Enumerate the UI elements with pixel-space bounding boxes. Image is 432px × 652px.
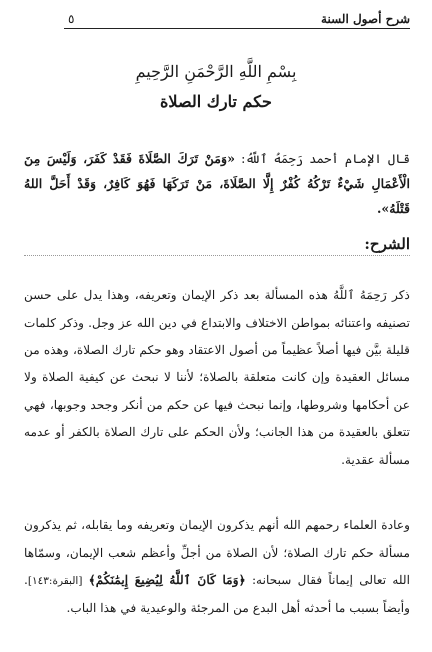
- quote-text: «وَمَنْ تَرَكَ الصَّلَاةَ فَقَدْ كَفَرَ، وَلَيْسَ مِنَ الْأَعْمَالِ شَيْءٌ تَرْكُهُ كُفْرٌ إِلَّا الصَّلَاةَ، مَنْ تَرَكَهَا فَهُوَ كَافِرٌ، وَقَدْ أَحَلَّ اللهُ قَتْلَهُ».: [24, 151, 410, 216]
- chapter-title: حكم تارك الصلاة: [160, 92, 272, 111]
- paragraph-2-ending: . وأيضاً بسبب ما أحدثه أهل البدع من المرجئة والوعيدية في هذا الباب.: [24, 573, 410, 616]
- commentary-paragraph-2: [24, 512, 410, 623]
- page-number: ٥: [68, 12, 75, 26]
- sharh-heading: الشرح:: [24, 235, 410, 256]
- commentary-paragraph-1: ذكر رَحِمَهُ ٱللَّهُ هذه المسألة بعد ذكر الإيمان وتعريفه، وهذا يدل على حسن تصنيفه واعتنائه بمواطن الاختلاف والابتداع في دين الله عز وجل. وذكر كلمات قليلة بيَّن فيها أصلاً عظيماً من أصول الاعتقاد وهو حكم تارك الصلاة، وهذه من مسائل العقيدة وإن كانت متعلقة بالصلاة؛ لأننا لا نبحث عن كيفية الصلاة ولا عن أحكامها وشروطها، وإنما نبحث فيها عن حكم من أنكر وجحد وجوبها، فهي تتعلق بالعقيدة من هذا الجانب؛ ولأن الحكم على تارك الصلاة بالكفر أو عدمه مسألة عقدية.: [24, 288, 410, 467]
- quote-speaker: قال الإمام أحمد رَحِمَهُ ٱللَّهُ:: [241, 151, 410, 166]
- basmala: بِسْمِ اللَّهِ الرَّحْمَنِ الرَّحِيمِ: [135, 62, 297, 81]
- running-title: شرح أصول السنة: [321, 12, 410, 26]
- quran-verse: ﴿وَمَا كَانَ ٱللَّهُ لِيُضِيعَ إِيمَٰنَكُمْ﴾: [88, 573, 246, 587]
- paragraph-2-text: وعادة العلماء رحمهم الله أنهم يذكرون الإيمان وتعريفه وما يقابله، ثم يذكرون مسألة حكم تارك الصلاة؛ لأن الصلاة من أجلِّ وأعظم شعب الإيمان، وسمّاها الله تعالى إيماناً فقال سبحانه:: [24, 518, 411, 587]
- verse-reference: [البقرة:١٤٣]: [27, 575, 83, 587]
- header-rule-gap: [24, 28, 64, 29]
- imam-ahmad-quote: [24, 146, 410, 221]
- running-header: [24, 6, 410, 29]
